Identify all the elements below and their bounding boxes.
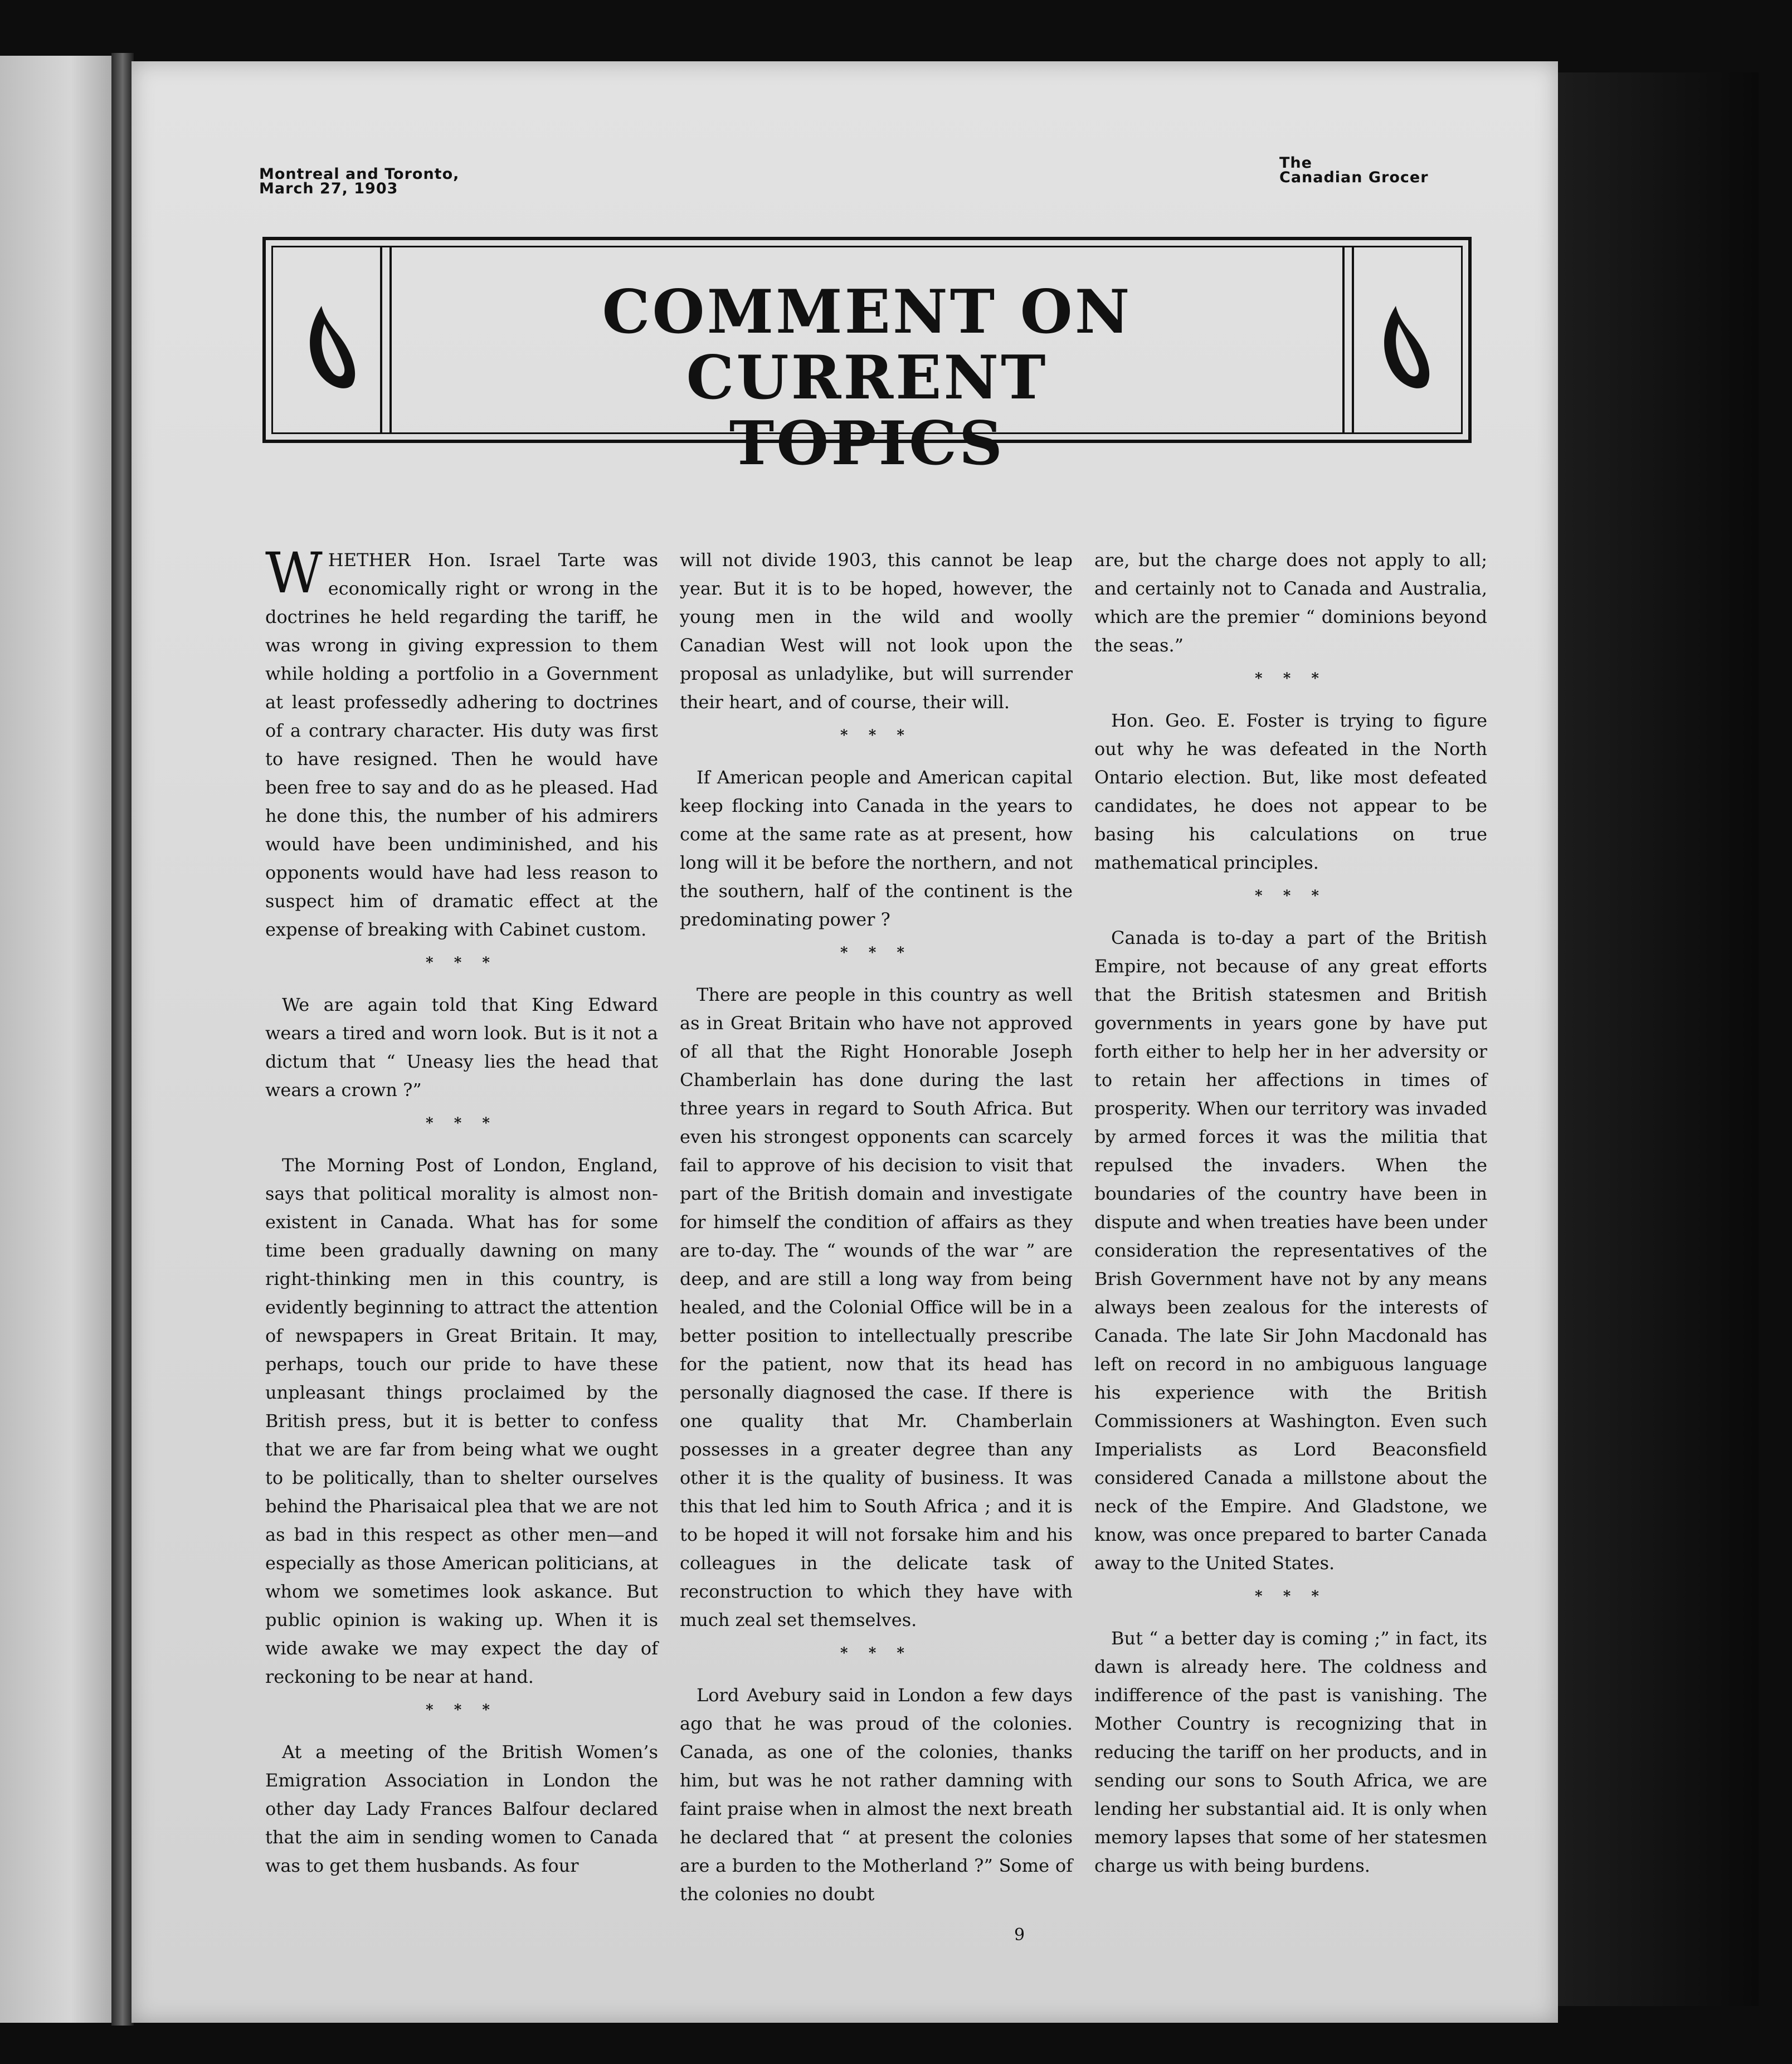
article-paragraph xyxy=(680,981,1073,1634)
paragraph-text: HETHER Hon. Israel Tarte was economically right or wrong in the doctrines he held regarding the tariff, he was wrong in giving expression to them while holding a portfolio in a Government at least professedly adhering to doctrines of a contrary character. His duty was first to have resigned. Then he would have been free to say and do as he pleased. Had he done this, the number of his admirers would have been undiminished, and his opponents would have had less reason to suspect him of dramatic effect at the expense of breaking with Cabinet custom. xyxy=(265,549,658,940)
paragraph-text: At a meeting of the British Women’s Emigration Association in London the other day Lady Frances Balfour declared that the aim in sending women to Canada was to get them husbands. As four xyxy=(265,1741,658,1876)
section-separator: * * * xyxy=(1255,670,1327,687)
paragraph-text: Lord Avebury said in London a few days ago that he was proud of the colonies. Canada, as one of the colonies, thanks him, but was he not rather damning with faint praise when in almost the next breath he declared that “ at present the colonies are a burden to the Motherland ?” Some of the colonies no doubt xyxy=(680,1685,1073,1905)
article-paragraph xyxy=(680,546,1073,717)
article-paragraph xyxy=(1094,924,1487,1578)
masthead-name: Canadian Grocer xyxy=(1279,169,1429,186)
leaf-ornament-right-icon xyxy=(1374,301,1435,396)
section-title-line1: COMMENT ON CURRENT xyxy=(602,277,1132,413)
section-title-line2: TOPICS xyxy=(729,408,1005,479)
section-separator: * * * xyxy=(1255,888,1327,904)
section-separator: * * * xyxy=(840,945,912,961)
text-column-3 xyxy=(1094,546,1487,1880)
paragraph-text: The Morning Post of London, England, says that political morality is almost non-existent in Canada. What has for some time been gradually dawning on many right-thinking men in this country, is evidently beginning to attract the attention of newspapers in Great Britain. It may, perhaps, touch our pride to have these unpleasant things proclaimed by the British press, but it is better to confess that we are far from being what we ought to be politically, than to shelter ourselves behind the Pharisaical plea that we are not as bad in this respect as other men—and especially as those American politicians, at whom we sometimes look askance. But public opinion is waking up. When it is wide awake we may expect the day of reckoning to be near at hand. xyxy=(265,1155,658,1687)
banner-divider-right-1 xyxy=(1352,246,1354,434)
text-column-2 xyxy=(680,546,1073,1909)
section-banner xyxy=(262,237,1472,479)
paragraph-text: If American people and American capital keep flocking into Canada in the years to come at the same rate as at present, how long will it be before the northern, and not the southern, half of the continent is the predominating power ? xyxy=(680,767,1073,930)
section-separator: * * * xyxy=(426,955,498,971)
dateline xyxy=(259,167,649,196)
paragraph-text: There are people in this country as well as in Great Britain who have not approved of all that the Right Honorable Joseph Chamberlain has done during the last three years in regard to South Africa. But even his strongest opponents can scarcely fail to approve of his decision to visit that part of the British domain and investigate for himself the condition of affairs as they are to-day. The “ wounds of the war ” are deep, and are still a long way from being healed, and the Colonial Office will be in a better position to intellectually prescribe for the patient, now that its head has personally diagnosed the case. If there is one quality that Mr. Chamberlain possesses in a greater degree than any other it is the quality of business. It was this that led him to South Africa ; and it is to be hoped it will not forsake him and his colleagues in the delicate task of reconstruction to which they have with much zeal set themselves. xyxy=(680,984,1073,1630)
newspaper-page xyxy=(132,61,1558,2023)
article-paragraph xyxy=(1094,546,1487,660)
masthead-the: The xyxy=(1279,154,1312,172)
section-separator: * * * xyxy=(840,1645,912,1662)
paragraph-text: We are again told that King Edward wears a tired and worn look. But is it not a dictum that “ Uneasy lies the head that wears a crown ?” xyxy=(265,994,658,1101)
paragraph-text: will not divide 1903, this cannot be leap year. But it is to be hoped, however, the young men in the wild and woolly Canadian West will not look upon the proposal as unladylike, but will surrender their heart, and of course, their will. xyxy=(680,549,1073,713)
banner-divider-left-2 xyxy=(389,246,392,434)
paragraph-text: Canada is to-day a part of the British Empire, not because of any great efforts that the British statesmen and British governments in years gone by have put forth either to help her in her adversity or to retain her affections in times of prosperity. When our territory was invaded by armed forces it was the militia that repulsed the invaders. When the boundaries of the country have been in dispute and when treaties have been under consideration the representatives of the Brish Government have not by any means always been zealous for the interests of Canada. The late Sir John Macdonald has left on record in no ambiguous language his experience with the British Commissioners at Washington. Even such Imperialists as Lord Beaconsfield considered Canada a millstone about the neck of the Empire. And Gladstone, we know, was once prepared to barter Canada away to the United States. xyxy=(1094,927,1488,1574)
article-paragraph xyxy=(265,1738,658,1880)
banner-divider-left-1 xyxy=(380,246,382,434)
book-gutter xyxy=(111,53,134,2026)
paragraph-text: But “ a better day is coming ;” in fact, its dawn is already here. The coldness and indifference of the past is vanishing. The Mother Country is recognizing that in reducing the tariff on her products, and in sending our sons to South Africa, we are lending her substantial aid. It is only when memory lapses that some of her statesmen charge us with being burdens. xyxy=(1094,1628,1487,1876)
text-column-1 xyxy=(265,541,658,1880)
article-paragraph xyxy=(680,763,1073,934)
paragraph-text: are, but the charge does not apply to all; and certainly not to Canada and Australia, which are the premier “ dominions beyond the seas.” xyxy=(1094,549,1487,656)
section-separator: * * * xyxy=(426,1702,498,1719)
section-separator: * * * xyxy=(1255,1588,1327,1605)
article-paragraph xyxy=(265,541,658,944)
adjacent-page-edge xyxy=(0,56,129,2023)
article-paragraph xyxy=(1094,707,1487,877)
section-separator: * * * xyxy=(426,1115,498,1132)
section-separator: * * * xyxy=(840,727,912,744)
article-paragraph xyxy=(265,991,658,1104)
banner-divider-right-2 xyxy=(1342,246,1345,434)
paragraph-text: Hon. Geo. E. Foster is trying to figure out why he was defeated in the North Ontario election. But, like most defeated candidates, he does not appear to be basing his calculations on true mathematical principles. xyxy=(1094,710,1487,873)
article-paragraph xyxy=(1094,1624,1487,1880)
leaf-ornament-left-icon xyxy=(299,301,361,396)
masthead xyxy=(1279,156,1480,185)
article-paragraph xyxy=(265,1151,658,1691)
dateline-date: March 27, 1903 xyxy=(259,180,398,197)
right-binding-shadow xyxy=(1558,72,1759,2006)
article-paragraph xyxy=(680,1681,1073,1909)
dateline-place: Montreal and Toronto, xyxy=(259,165,460,183)
drop-cap: W xyxy=(265,541,323,606)
section-title xyxy=(433,277,1301,479)
page-number: 9 xyxy=(1014,1925,1025,1945)
